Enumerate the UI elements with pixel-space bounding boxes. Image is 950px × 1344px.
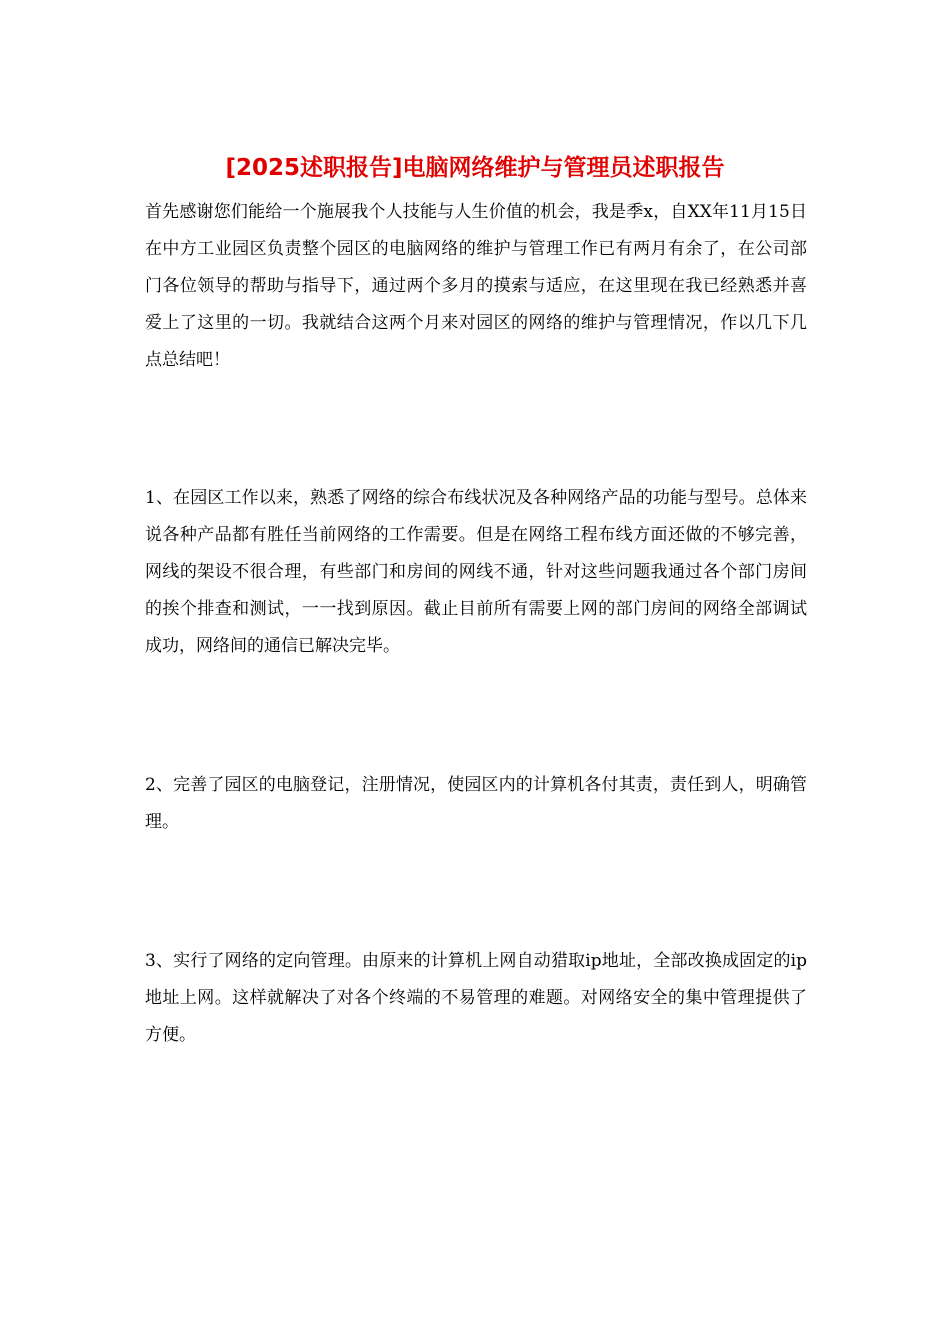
summary-item-2: 2、完善了园区的电脑登记，注册情况，使园区内的计算机各付其责，责任到人，明确管理。	[145, 775, 807, 832]
document-title: [2025述职报告]电脑网络维护与管理员述职报告	[225, 155, 725, 181]
intro-paragraph: 首先感谢您们能给一个施展我个人技能与人生价值的机会，我是季x，自XX年11月15日在中方工业园区负责整个园区的电脑网络的维护与管理工作已有两月有余了，在公司部门各位领导的帮助与指导下，通过两个多月的摸索与适应，在这里现在我已经熟悉并喜爱上了这里的一切。我就结合这两个月来对园区的网络的维护与管理情况，作以几下几点总结吧！	[145, 202, 807, 370]
summary-item-3: 3、实行了网络的定向管理。由原来的计算机上网自动猎取ip地址，全部改换成固定的ip地址上网。这样就解决了对各个终端的不易管理的难题。对网络安全的集中管理提供了方便。	[145, 951, 807, 1045]
summary-item-1: 1、在园区工作以来，熟悉了网络的综合布线状况及各种网络产品的功能与型号。总体来说各种产品都有胜任当前网络的工作需要。但是在网络工程布线方面还做的不够完善，网线的架设不很合理，有些部门和房间的网线不通，针对这些问题我通过各个部门房间的挨个排查和测试，一一找到原因。截止目前所有需要上网的部门房间的网络全部调试成功，网络间的通信已解决完毕。	[145, 488, 807, 656]
